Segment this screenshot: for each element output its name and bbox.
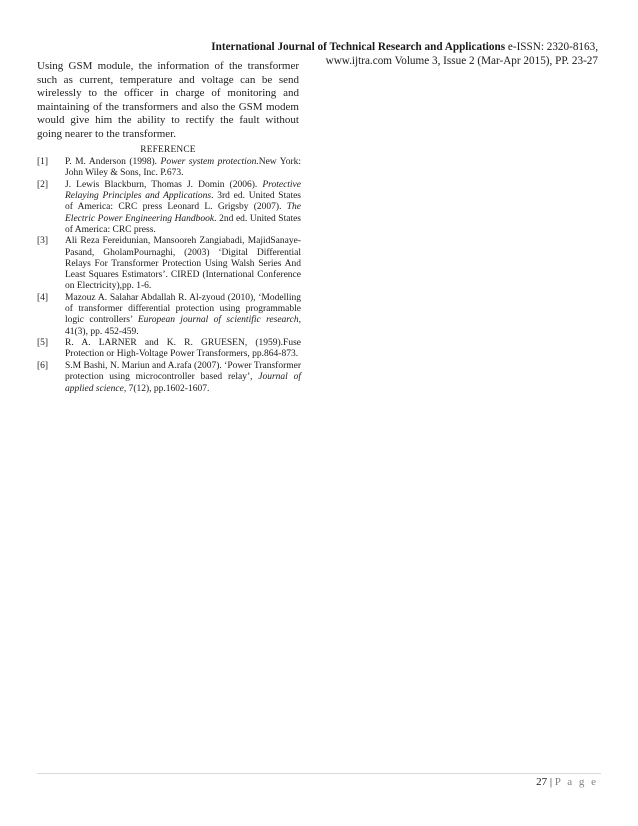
reference-text: J. Lewis Blackburn, Thomas J. Domin (2006). Protective Relaying Principles and Applications. 3rd ed. United States of America: CRC press Leonard L. Grigsby (2007). The Electric Power Engineering Handbook. 2nd ed. United States of America: CRC press.: [65, 179, 301, 235]
intro-paragraph: Using GSM module, the information of the transformer such as current, temperature and voltage can be send wirelessly to the officer in charge of monitoring and maintaining of the transformers and also the GSM modem would give him the ability to rectify the fault without going nearer to the transformer.: [37, 60, 299, 140]
reference-number: [5]: [37, 338, 49, 349]
reference-number: [6]: [37, 361, 49, 372]
header-line-1: [211, 40, 598, 54]
page-footer: [536, 776, 598, 788]
reference-item: [37, 361, 301, 395]
footer-separator: |: [547, 776, 555, 788]
reference-text: S.M Bashi, N. Mariun and A.rafa (2007). ‘Power Transformer protection using microcontroller based relay’, Journal of applied science, 7(12), pp.1602-1607.: [65, 361, 301, 394]
reference-item: [37, 236, 301, 292]
reference-text: P. M. Anderson (1998). Power system protection.New York: John Wiley & Sons, Inc. P.673.: [65, 157, 301, 179]
references-list: [37, 157, 301, 395]
page-number: 27: [536, 776, 548, 788]
journal-title: International Journal of Technical Research and Applications: [211, 41, 506, 53]
page-label: P a g e: [554, 776, 598, 788]
reference-number: [3]: [37, 236, 49, 247]
references-heading: REFERENCE: [140, 145, 196, 155]
reference-number: [2]: [37, 179, 49, 190]
reference-number: [4]: [37, 292, 49, 303]
reference-text: Ali Reza Fereidunian, Mansooreh Zangiabadi, MajidSanaye-Pasand, GholamPournaghi, (2003) ‘Digital Differential Relays For Transformer Protection Using Walsh Series And Least Squares Estimators’. CIRED (International Conference on Electricity),pp. 1-6.: [65, 236, 301, 292]
journal-issn: e-ISSN: 2320-8163,: [505, 41, 598, 53]
reference-text: Mazouz A. Salahar Abdallah R. Al-zyoud (2010), ‘Modelling of transformer differential protection using programmable logic controllers’ European journal of scientific research, 41(3), pp. 452-459.: [65, 292, 301, 337]
reference-item: [37, 157, 301, 179]
journal-volume-info: www.ijtra.com Volume 3, Issue 2 (Mar-Apr 2015), PP. 23-27: [325, 55, 598, 67]
reference-item: [37, 180, 301, 236]
reference-item: [37, 338, 301, 360]
footer-divider: [37, 773, 601, 774]
reference-item: [37, 293, 301, 338]
reference-number: [1]: [37, 157, 49, 167]
reference-text: R. A. LARNER and K. R. GRUESEN, (1959).Fuse Protection or High-Voltage Power Transformers, pp.864-873.: [65, 338, 301, 360]
